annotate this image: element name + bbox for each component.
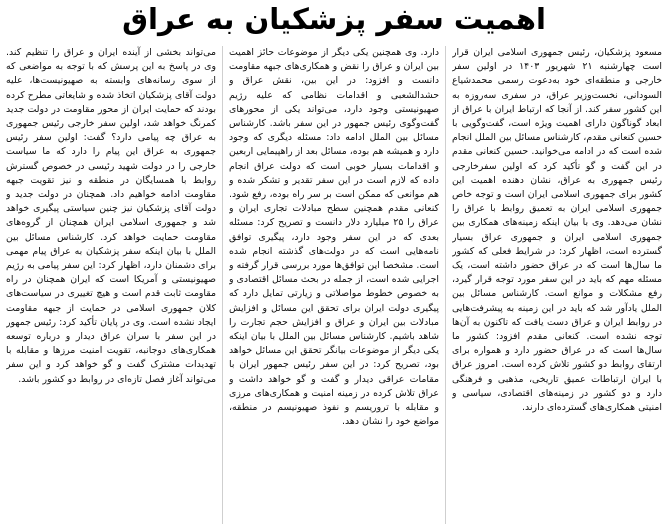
article-headline: اهمیت سفر پزشکیان به عراق xyxy=(122,2,546,36)
article-column-2: دارد. وی همچنین یکی دیگر از موضوعات حائز اهمیت بین ایران و عراق را نقض و همکاری‌های جبهه مقاومت دانست و افزود: در این بین، نقش عراق و حشدالشعبی و اقدامات نظامی که علیه رژیم صهیونیستی وجود دارد، می‌تواند یکی از محورهای گفت‌وگوی رئیس جمهور در این سفر باشد. کارشناس مسائل بین الملل ادامه داد: مسئله دیگری که وجود دارد و همیشه هم بوده، مسائل بعد از راهپیمایی اربعین و اقدامات بسیار خوبی است که دولت عراق انجام داده که لازم است در این سفر تقدیر و تشکر شده و هم موانعی که ممکن است بر سر راه بوده، رفع شود. کنعانی مقدم همچنین سطح مبادلات تجاری ایران و عراق را ۲۵ میلیارد دلار دانست و تصریح کرد: مسئله بعدی که در این سفر وجود دارد، پیگیری توافق نامه‌هایی است که در دولت‌های گذشته انجام شده است. مشخصا این توافق‌ها مورد بررسی قرار گرفته و اجرایی شده است، از جمله در بحث مسائل اقتصادی و به خصوص خطوط مواصلاتی و زیارتی تمایل دارد که پیگیری دولت ایران برای تحقق این مسائل و افزایش مبادلات بین ایران و عراق و افزایش حجم تجارت را شاهد باشیم. کارشناس مسائل بین الملل با بیان اینکه یکی دیگر از موضوعات بیانگر تحقق این مسائل خواهد بود، تصریح کرد: در این سفر رئیس جمهور ایران با مقامات عراقی دیدار و گفت و گو خواهد داشت و عراق تلاش کرده در زمینه امنیت و همکاری‌های مرزی و مقابله با تروریسم و نفوذ صهیونیسم در منطقه، مواضع خود را نشان دهد. xyxy=(229,47,439,428)
article-body xyxy=(6,46,662,524)
column-divider xyxy=(222,46,223,524)
column-divider xyxy=(445,46,446,524)
article-column-1: مسعود پزشکیان، رئیس جمهوری اسلامی ایران قرار است چهارشنبه ۲۱ شهریور ۱۴۰۳ در اولین سفر خارجی و منطقه‌ای خود به‌دعوت رسمی محمدشیاع السودانی، نخست‌وزیر عراق، در سفری سه‌روزه به این کشور سفر کند. از آنجا که ارتباط ایران با عراق از ابعاد گوناگون دارای اهمیت ویژه است، گفت‌وگویی با حسین کنعانی مقدم، کارشناس مسائل بین الملل انجام شده است که در ادامه می‌خوانید. حسین کنعانی مقدم در این گفت و گو تأکید کرد که اولین سفرخارجی رئیس جمهوری به عراق، نشان دهنده اهمیت این کشور برای جمهوری اسلامی ایران است و توجه خاص جمهوری اسلامی ایران به تعمیق روابط با عراق را نشان می‌دهد. وی با بیان اینکه زمینه‌های همکاری بین جمهوری اسلامی ایران و جمهوری عراق بسیار گسترده است، اظهار کرد: در شرایط فعلی که کشور ما سال‌ها است که در عراق حضور داشته است، یک مسئله مهم که باید در این سفر مورد توجه قرار گیرد، رفع مشکلات و موانع است. کارشناس مسائل بین الملل یادآور شد که باید در این زمینه به پیشرفت‌هایی در روابط ایران و عراق دست یافت که تاکنون به آن‌ها توجه نشده است. کنعانی مقدم افزود: کشور ما سال‌ها است که در عراق حضور دارد و همواره برای ارتقای روابط دو کشور تلاش کرده است. امروز عراق با ایران ارتباطات عمیق تاریخی، مذهبی و فرهنگی دارد و دو کشور در زمینه‌های اقتصادی، سیاسی و امنیتی همکاری‌های گسترده‌ای دارند. xyxy=(452,47,662,414)
article-column-3: می‌تواند بخشی از آینده ایران و عراق را تنظیم کند. وی در پاسخ به این پرسش که با توجه به مواضعی که از سوی رسانه‌های وابسته به صهیونیست‌ها، علیه دولت آقای پزشکیان اتخاذ شده و شایعاتی مطرح کرده بودند که حمایت ایران از محور مقاومت در دولت جدید کمرنگ خواهد شد، اولین سفر خارجی رئیس جمهوری به عراق چه پیامی دارد؟ گفت: اولین سفر رئیس جمهوری به عراق این پیام را دارد که ما سیاست خارجی را در دولت شهید رئیسی در خصوص گسترش روابط با همسایگان در منطقه و نیز تقویت جبهه مقاومت ادامه خواهیم داد. همچنان در دولت جدید و دولت آقای پزشکیان نیز چنین سیاستی پیگیری خواهد شد و جمهوری اسلامی ایران همچنان از گروه‌های مقاومت حمایت خواهد کرد. کارشناس مسائل بین الملل با بیان اینکه سفر پزشکیان به عراق پیام مهمی برای دشمنان دارد، اظهار کرد: این سفر پیامی به رژیم صهیونیستی و آمریکا است که ایران همچنان در راه مقاومت ثابت قدم است و هیچ تغییری در سیاست‌های کلان جمهوری اسلامی در حمایت از جبهه مقاومت ایجاد نشده است. وی در پایان تأکید کرد: رئیس جمهور در این سفر با سران عراق دیدار و درباره توسعه همکاری‌های دوجانبه، تقویت امنیت مرزها و مقابله با تهدیدات مشترک گفت و گو خواهد کرد و این سفر می‌تواند آغاز فصل تازه‌ای در روابط دو کشور باشد. xyxy=(6,47,216,385)
